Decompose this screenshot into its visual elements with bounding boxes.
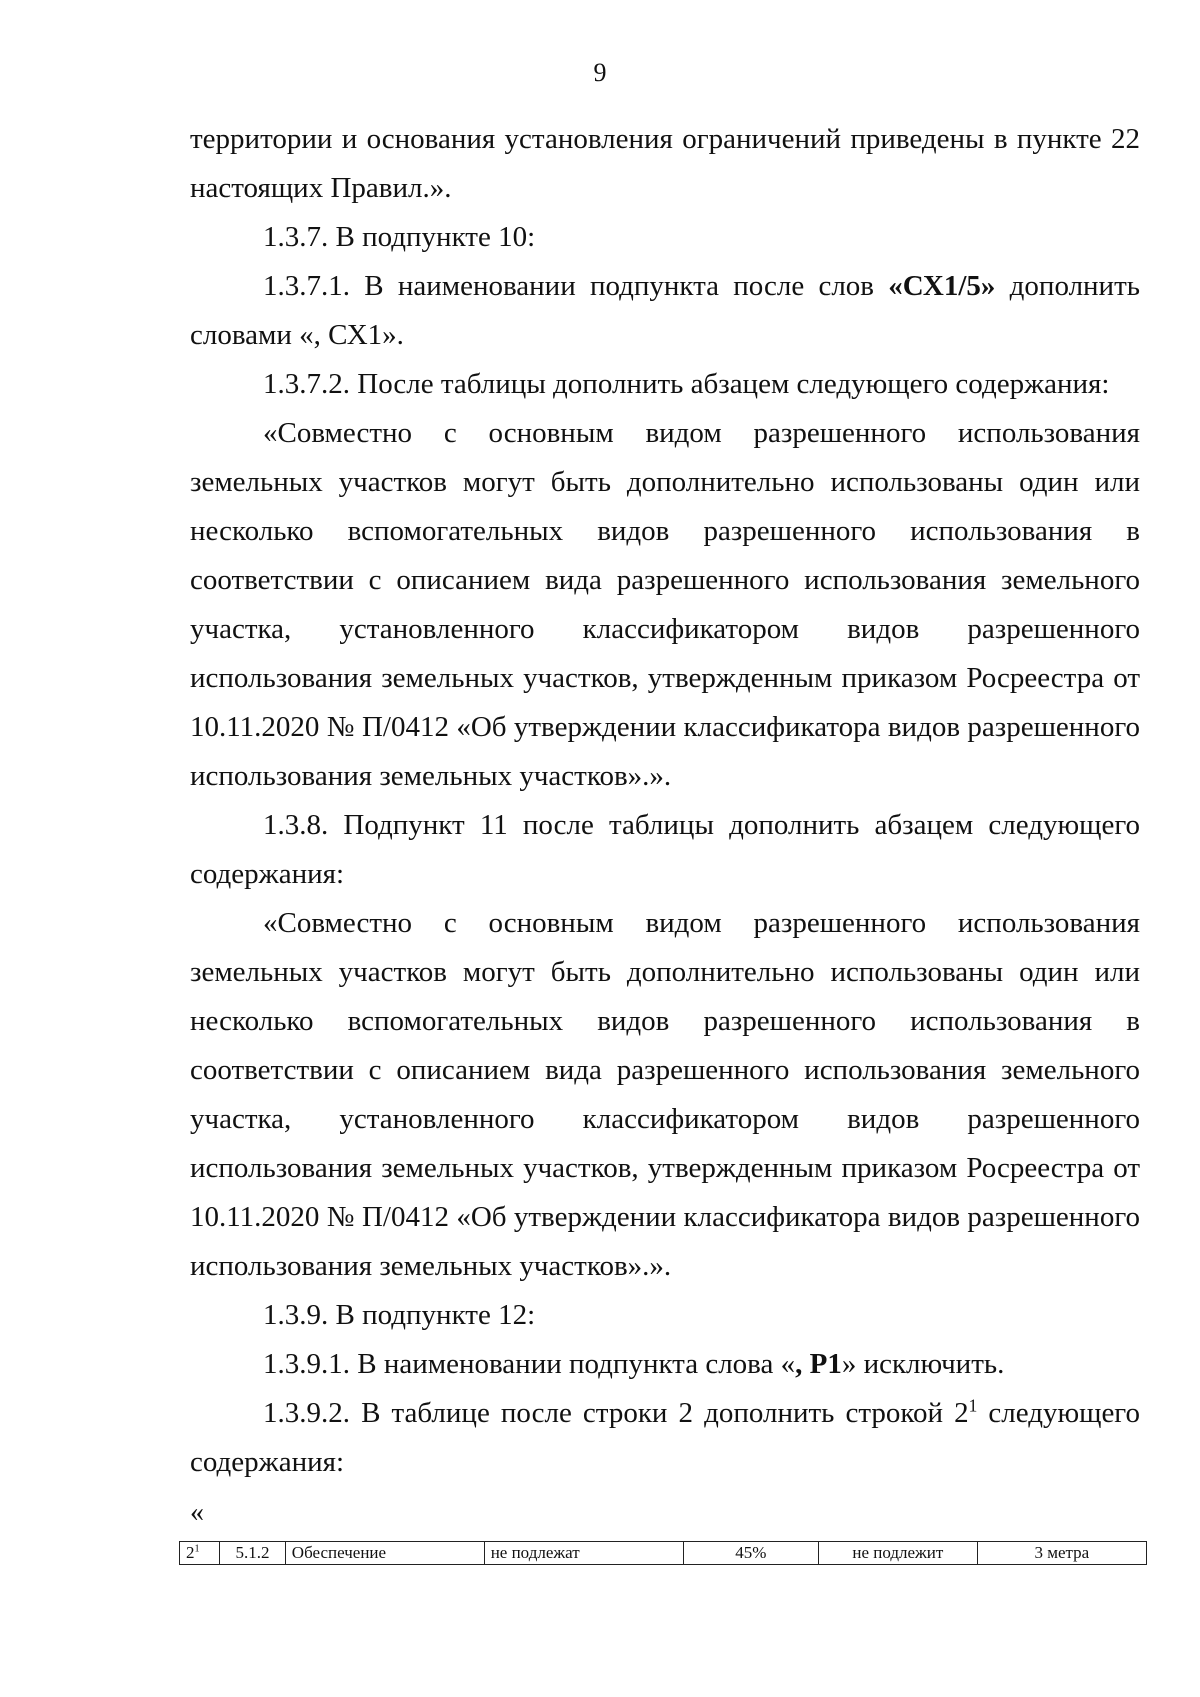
- opening-quote-mark: «: [190, 1497, 204, 1528]
- bold-term: «СХ1/5»: [888, 270, 996, 302]
- table-cell: не подлежит: [819, 1542, 978, 1565]
- paragraph: [190, 1389, 1140, 1487]
- quoted-paragraph: «Совместно с основным видом разрешенного использования земельных участков могут быть дополнительно использованы один или несколько вспомогательных видов разрешенного использования в соответствии с описанием вида разрешенного использования земельного участка, установленного классификатором видов разрешенного использования земельных участков, утвержденным приказом Росреестра от 10.11.2020 № П/0412 «Об утверждении классификатора видов разрешенного использования земельных участков».».: [190, 907, 1140, 1282]
- document-body: [190, 115, 1140, 1487]
- bold-term: , Р1: [795, 1348, 842, 1380]
- paragraph-text: » исключить.: [841, 1348, 1005, 1380]
- table-cell: 3 метра: [977, 1542, 1146, 1565]
- paragraph: 1.3.7.2. После таблицы дополнить абзацем следующего содержания:: [263, 368, 1110, 400]
- paragraph: 1.3.8. Подпункт 11 после таблицы дополнить абзацем следующего содержания:: [190, 809, 1140, 890]
- table-cell: не подлежат: [484, 1542, 683, 1565]
- superscript: 1: [968, 1395, 978, 1416]
- paragraph: территории и основания установления ограничений приведены в пункте 22 настоящих Правил.».: [190, 123, 1140, 204]
- table-fragment: [179, 1541, 1147, 1565]
- paragraph: 1.3.9. В подпункте 12:: [263, 1299, 536, 1331]
- page-number: 9: [593, 58, 607, 87]
- paragraph-text: 1.3.9.2. В таблице после строки 2 дополнить строкой 2: [263, 1397, 969, 1429]
- table-cell-code: 5.1.2: [220, 1542, 286, 1565]
- paragraph-text: 1.3.9.1. В наименовании подпункта слова «: [263, 1348, 796, 1380]
- paragraph-text: 1.3.7.1. В наименовании подпункта после слов: [263, 270, 889, 302]
- paragraph-text: следующего содержания:: [190, 1397, 1140, 1478]
- table-cell-number: $2^1$: [180, 1542, 220, 1565]
- table-row: [180, 1542, 1147, 1565]
- paragraph-text: дополнить словами «, СХ1».: [190, 270, 1140, 351]
- quoted-paragraph: «Совместно с основным видом разрешенного использования земельных участков могут быть дополнительно использованы один или несколько вспомогательных видов разрешенного использования в соответствии с описанием вида разрешенного использования земельного участка, установленного классификатором видов разрешенного использования земельных участков, утвержденным приказом Росреестра от 10.11.2020 № П/0412 «Об утверждении классификатора видов разрешенного использования земельных участков».».: [190, 417, 1140, 792]
- paragraph: [190, 1340, 1140, 1389]
- table-cell-name: Обеспечение: [285, 1542, 484, 1565]
- paragraph: [190, 262, 1140, 360]
- paragraph: 1.3.7. В подпункте 10:: [263, 221, 536, 253]
- table-cell: 45%: [683, 1542, 818, 1565]
